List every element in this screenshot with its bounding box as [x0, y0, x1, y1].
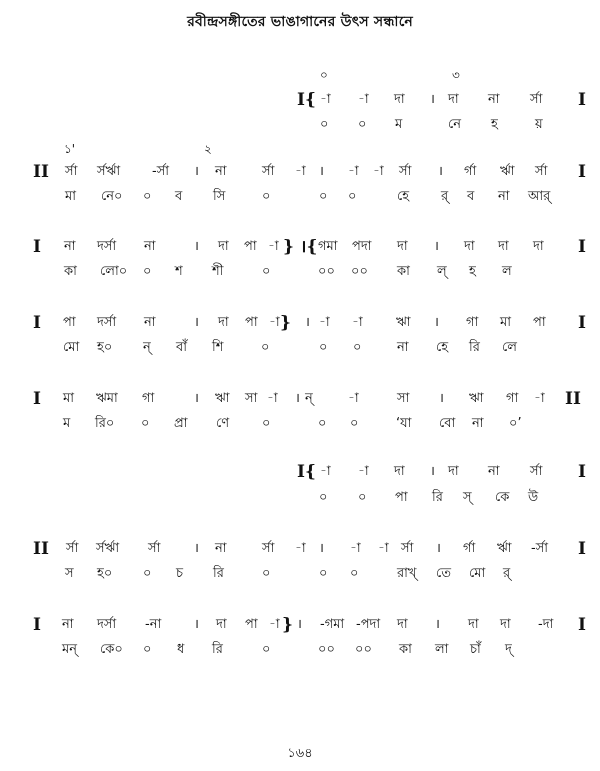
note-cell: -র্সা: [152, 164, 170, 179]
lyric-cell: মা: [65, 189, 76, 204]
lyric-cell: চ: [176, 566, 184, 581]
lyric-cell: লো০: [100, 264, 128, 279]
barline: I: [578, 539, 586, 559]
note-cell: মা: [500, 315, 511, 330]
barline: I: [578, 313, 586, 333]
note-cell: র্সা: [65, 164, 78, 179]
note-cell: -পদা: [356, 617, 381, 632]
division-bar: ।: [194, 164, 199, 179]
page-number: ১৬৪: [287, 746, 313, 761]
note-cell: র্সা: [262, 164, 275, 179]
lyric-cell: ০: [320, 117, 329, 132]
note-cell: র্সা: [401, 541, 414, 556]
barline: I: [578, 615, 586, 635]
note-cell: র্সর্ঋা: [96, 541, 120, 556]
note-cell: পা: [245, 315, 258, 330]
note-cell: -া: [320, 464, 331, 479]
lyric-row: [0, 186, 600, 208]
note-cell: দর্সা: [97, 315, 117, 330]
lyric-cell: শি: [212, 340, 224, 355]
note-cell: র্গা: [464, 164, 477, 179]
barline: }: [280, 313, 291, 333]
lyric-cell: ০: [319, 490, 328, 505]
lyric-cell: ০: [262, 416, 271, 431]
lyric-cell: চাঁ: [470, 642, 481, 657]
note-cell: পদা: [352, 239, 372, 254]
note-cell: না: [488, 92, 500, 107]
note-cell: দর্সা: [97, 617, 117, 632]
lyric-cell: না: [472, 416, 484, 431]
lyric-cell: ০: [358, 490, 367, 505]
note-cell: র্সা: [530, 464, 543, 479]
note-cell: -া: [348, 164, 359, 179]
lyric-cell: ০: [262, 264, 271, 279]
note-cell: দা: [394, 92, 405, 107]
lyric-cell: ০: [318, 416, 327, 431]
lyric-cell: মো: [469, 566, 486, 581]
note-cell: -না: [145, 617, 162, 632]
lyric-cell: হে: [397, 189, 410, 204]
note-cell: না: [215, 164, 227, 179]
lyric-cell: নে: [448, 117, 462, 132]
barline: I: [578, 462, 586, 482]
lyric-cell: উ: [528, 490, 539, 505]
lyric-cell: রাখ্: [397, 566, 417, 581]
lyric-cell: ০: [143, 642, 152, 657]
swara-row: [0, 236, 600, 258]
lyric-row: [0, 639, 600, 661]
barline: I: [33, 237, 41, 257]
note-cell: দা: [464, 239, 475, 254]
lyric-row: [0, 487, 600, 509]
lyric-cell: ০: [353, 340, 362, 355]
note-cell: -গমা: [320, 617, 345, 632]
note-cell: র্ঋা: [497, 541, 512, 556]
barline: }: [283, 237, 294, 257]
note-cell: দা: [468, 617, 479, 632]
lyric-cell: রি: [212, 642, 223, 657]
barline: I: [578, 162, 586, 182]
note-cell: -দা: [538, 617, 554, 632]
note-cell: দা: [397, 617, 408, 632]
note-cell: দা: [216, 617, 227, 632]
note-cell: দা: [218, 239, 229, 254]
note-cell: -া: [373, 164, 384, 179]
barline: I: [33, 615, 41, 635]
lyric-cell: ০: [348, 189, 357, 204]
lyric-row: [0, 337, 600, 359]
division-bar: ।: [430, 92, 435, 107]
lyric-cell: মন্: [62, 642, 77, 657]
note-cell: -া: [358, 92, 369, 107]
note-cell: র্ঋা: [500, 164, 515, 179]
note-cell: সা: [397, 391, 410, 406]
note-cell: গমা: [318, 239, 338, 254]
note-cell: সা: [245, 391, 258, 406]
swara-row: [0, 461, 600, 483]
lyric-cell: দ্: [505, 642, 512, 657]
beat-mark: ১': [64, 142, 76, 156]
division-bar: ।: [295, 391, 300, 406]
lyric-cell: রি০: [95, 416, 115, 431]
note-cell: র্গা: [463, 541, 476, 556]
note-cell: পা: [245, 617, 258, 632]
division-bar: ।: [194, 391, 199, 406]
lyric-cell: ০০: [318, 642, 335, 657]
lyric-cell: স্: [463, 490, 472, 505]
note-cell: -া: [352, 315, 363, 330]
lyric-cell: আর্: [528, 189, 551, 204]
note-cell: দা: [498, 239, 509, 254]
lyric-cell: কা: [397, 264, 410, 279]
note-cell: ঋা: [469, 391, 484, 406]
note-cell: না: [488, 464, 500, 479]
lyric-cell: ০০: [318, 264, 335, 279]
lyric-cell: ০: [262, 566, 271, 581]
lyric-cell: ০০: [351, 264, 368, 279]
beat-mark: ০: [320, 68, 328, 82]
note-cell: -র্সা: [531, 541, 549, 556]
lyric-cell: লা: [435, 642, 449, 657]
note-cell: না: [144, 239, 156, 254]
lyric-cell: ‘যা: [396, 416, 412, 431]
note-cell: ন্: [305, 391, 313, 406]
lyric-row: [0, 563, 600, 585]
lyric-cell: ০: [358, 117, 367, 132]
note-cell: -া: [319, 315, 330, 330]
note-cell: না: [144, 315, 156, 330]
lyric-cell: কা: [64, 264, 77, 279]
lyric-cell: কে: [495, 490, 510, 505]
lyric-cell: ০০: [355, 642, 372, 657]
lyric-cell: কে০: [100, 642, 123, 657]
note-cell: গা: [466, 315, 479, 330]
swara-row: [0, 312, 600, 334]
lyric-cell: হে: [436, 340, 449, 355]
lyric-cell: নে০: [101, 189, 123, 204]
lyric-row: [0, 261, 600, 283]
note-cell: দর্সা: [97, 239, 117, 254]
lyric-cell: ম: [395, 117, 403, 132]
lyric-row: [0, 413, 600, 435]
note-cell: দা: [218, 315, 229, 330]
lyric-cell: বাঁ: [176, 340, 188, 355]
note-cell: -া: [268, 239, 279, 254]
barline: I{: [297, 462, 316, 482]
note-cell: -া: [269, 617, 280, 632]
division-bar: ।: [434, 239, 439, 254]
division-bar: ।: [305, 315, 310, 330]
lyric-cell: রি: [469, 340, 480, 355]
division-bar: ।: [319, 164, 324, 179]
note-cell: -া: [348, 391, 359, 406]
lyric-cell: শী: [212, 264, 224, 279]
note-cell: দা: [500, 617, 511, 632]
swara-row: [0, 161, 600, 183]
note-cell: ঋা: [396, 315, 411, 330]
note-cell: না: [64, 239, 76, 254]
lyric-cell: ০: [143, 264, 152, 279]
lyric-cell: ০’: [509, 416, 522, 431]
lyric-cell: হ০: [97, 340, 113, 355]
lyric-cell: মো: [63, 340, 80, 355]
division-bar: ।: [194, 315, 199, 330]
beat-mark-row: [0, 138, 600, 160]
note-cell: -া: [267, 391, 278, 406]
lyric-cell: য়: [535, 117, 543, 132]
lyric-cell: ০: [141, 416, 150, 431]
beat-mark-row: [0, 64, 600, 86]
lyric-cell: ০: [350, 566, 359, 581]
division-bar: ।: [438, 164, 443, 179]
lyric-cell: হ: [469, 264, 476, 279]
lyric-row: [0, 114, 600, 136]
division-bar: ।: [434, 315, 439, 330]
lyric-cell: ০: [262, 642, 271, 657]
barline: I: [33, 389, 41, 409]
division-bar: ।: [194, 239, 199, 254]
lyric-cell: প্রা: [174, 416, 188, 431]
division-bar: ।: [194, 541, 199, 556]
barline: I: [578, 90, 586, 110]
note-cell: -া: [320, 92, 331, 107]
note-cell: গা: [506, 391, 519, 406]
division-bar: ।: [430, 464, 435, 479]
lyric-cell: কা: [399, 642, 412, 657]
lyric-cell: ০: [262, 189, 271, 204]
lyric-cell: হ০: [97, 566, 113, 581]
note-cell: -া: [350, 541, 361, 556]
barline: I: [578, 237, 586, 257]
lyric-cell: তে: [436, 566, 452, 581]
lyric-cell: ম: [63, 416, 71, 431]
note-cell: -া: [534, 391, 545, 406]
swara-row: [0, 614, 600, 636]
note-cell: দা: [448, 464, 459, 479]
lyric-cell: হ: [491, 117, 498, 132]
lyric-cell: ব: [175, 189, 183, 204]
lyric-cell: ব: [467, 189, 475, 204]
note-cell: দা: [397, 239, 408, 254]
note-cell: গা: [142, 391, 155, 406]
note-cell: র্সা: [399, 164, 412, 179]
note-cell: পা: [244, 239, 257, 254]
lyric-cell: ন্: [143, 340, 151, 355]
swara-row: [0, 538, 600, 560]
division-bar: ।: [435, 617, 440, 632]
note-cell: ঋমা: [96, 391, 118, 406]
barline: II: [33, 539, 49, 559]
note-cell: দা: [533, 239, 544, 254]
page-title: রবীন্দ্রসঙ্গীতের ভাঙাগানের উৎস সন্ধানে: [187, 14, 413, 30]
lyric-cell: ল: [502, 264, 512, 279]
note-cell: দা: [448, 92, 459, 107]
beat-mark: ৩: [452, 68, 460, 82]
lyric-cell: বো: [439, 416, 456, 431]
barline: II: [33, 162, 49, 182]
note-cell: দা: [394, 464, 405, 479]
note-cell: -া: [378, 541, 389, 556]
lyric-cell: ল্: [437, 264, 447, 279]
lyric-cell: পা: [395, 490, 408, 505]
note-cell: না: [62, 617, 74, 632]
division-bar: ।: [194, 617, 199, 632]
swara-row: [0, 89, 600, 111]
note-cell: না: [215, 541, 227, 556]
note-cell: র্সা: [530, 92, 543, 107]
note-cell: -া: [295, 164, 306, 179]
lyric-cell: লে: [502, 340, 517, 355]
beat-mark: ২: [204, 142, 212, 156]
lyric-cell: র্: [441, 189, 449, 204]
division-bar: ।: [319, 541, 324, 556]
note-cell: ঋা: [215, 391, 230, 406]
lyric-cell: স: [65, 566, 74, 581]
barline: I: [33, 313, 41, 333]
lyric-cell: ০: [350, 416, 359, 431]
lyric-cell: না: [397, 340, 409, 355]
lyric-cell: র্: [503, 566, 511, 581]
lyric-cell: না: [498, 189, 510, 204]
note-cell: র্সা: [66, 541, 79, 556]
note-cell: মা: [63, 391, 74, 406]
lyric-cell: সি: [213, 189, 226, 204]
lyric-cell: ০: [319, 340, 328, 355]
note-cell: পা: [63, 315, 76, 330]
barline: I{: [297, 90, 316, 110]
barline: II: [565, 389, 581, 409]
lyric-cell: ০: [319, 566, 328, 581]
barline: }: [282, 615, 293, 635]
note-cell: -া: [358, 464, 369, 479]
barline: ।{: [300, 237, 318, 257]
lyric-cell: রি: [432, 490, 443, 505]
lyric-cell: ধ: [177, 642, 185, 657]
note-cell: র্সা: [148, 541, 161, 556]
lyric-cell: ০: [261, 340, 270, 355]
lyric-cell: ০: [319, 189, 328, 204]
division-bar: ।: [439, 391, 444, 406]
note-cell: র্সা: [262, 541, 275, 556]
lyric-cell: ণে: [216, 416, 230, 431]
lyric-cell: শ: [175, 264, 183, 279]
note-cell: র্সা: [535, 164, 548, 179]
lyric-cell: ০: [143, 189, 152, 204]
note-cell: পা: [533, 315, 546, 330]
lyric-cell: ০: [143, 566, 152, 581]
note-cell: -া: [269, 315, 280, 330]
note-cell: র্সর্ঋা: [97, 164, 121, 179]
division-bar: ।: [436, 541, 441, 556]
division-bar: ।: [297, 617, 302, 632]
note-cell: -া: [295, 541, 306, 556]
swara-row: [0, 388, 600, 410]
lyric-cell: রি: [213, 566, 224, 581]
